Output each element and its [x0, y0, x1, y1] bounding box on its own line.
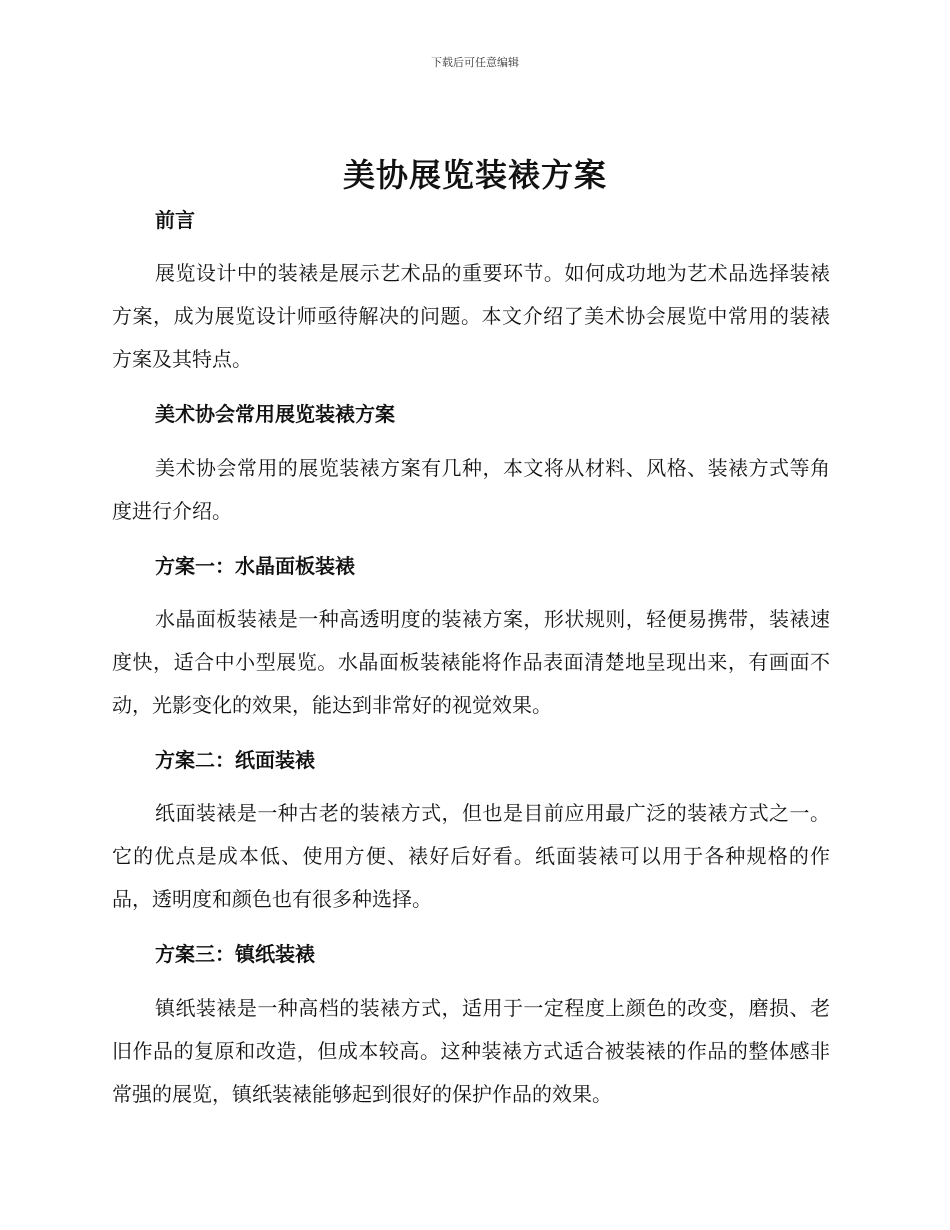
section-common-schemes-body-block [112, 447, 830, 533]
section-scheme-two-heading-block [112, 748, 830, 772]
section-heading: 方案二：纸面装裱 [155, 748, 315, 772]
section-paragraph: 美术协会常用的展览装裱方案有几种，本文将从材料、风格、装裱方式等角度进行介绍。 [112, 456, 830, 523]
section-heading: 美术协会常用展览装裱方案 [155, 402, 395, 426]
section-preface-body-block [112, 252, 830, 381]
section-paragraph: 纸面装裱是一种古老的装裱方式，但也是目前应用最广泛的装裱方式之一。它的优点是成本低、使用方便、裱好后好看。纸面装裱可以用于各种规格的作品，透明度和颜色也有很多种选择。 [112, 801, 830, 911]
header-note: 下载后可任意编辑 [431, 56, 519, 69]
section-scheme-two-body-block [112, 792, 830, 921]
section-scheme-one-body-block [112, 598, 830, 727]
page-title: 美协展览装裱方案 [342, 156, 607, 194]
section-paragraph: 镇纸装裱是一种高档的装裱方式，适用于一定程度上颜色的改变，磨损、老旧作品的复原和改造，但成本较高。这种装裱方式适合被装裱的作品的整体感非常强的展览，镇纸装裱能够起到很好的保护作品的效果。 [112, 996, 830, 1106]
section-paragraph: 水晶面板装裱是一种高透明度的装裱方案，形状规则，轻便易携带，装裱速度快，适合中小型展览。水晶面板装裱能将作品表面清楚地呈现出来，有画面不动，光影变化的效果，能达到非常好的视觉效果。 [112, 607, 830, 717]
section-preface-heading-block [112, 208, 830, 232]
section-scheme-three-body-block [112, 987, 830, 1116]
section-common-schemes-heading-block [112, 402, 830, 426]
section-heading: 方案一：水晶面板装裱 [155, 554, 355, 578]
section-scheme-three-heading-block [112, 942, 830, 966]
section-scheme-one-heading-block [112, 554, 830, 578]
section-paragraph: 展览设计中的装裱是展示艺术品的重要环节。如何成功地为艺术品选择装裱方案，成为展览设计师亟待解决的问题。本文介绍了美术协会展览中常用的装裱方案及其特点。 [112, 261, 830, 371]
section-heading: 前言 [155, 208, 195, 232]
section-heading: 方案三：镇纸装裱 [155, 942, 315, 966]
